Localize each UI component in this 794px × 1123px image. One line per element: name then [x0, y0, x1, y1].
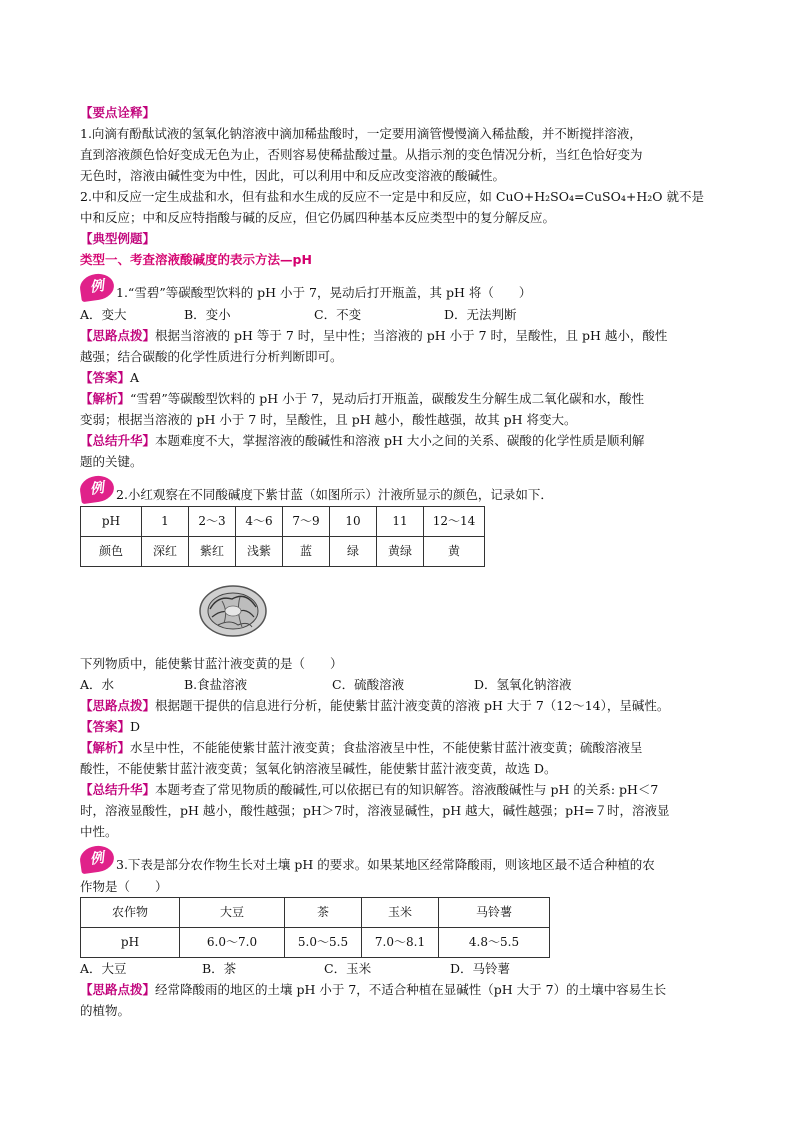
answer-tag: 【答案】 [80, 719, 131, 734]
example1-header [80, 274, 714, 304]
option-d: D．氢氧化钠溶液 [474, 677, 572, 692]
table-cell: 玉米 [362, 898, 439, 928]
table-cell: 黄 [424, 537, 485, 567]
example1-analysis-line2: 变弱；根据当溶液的 pH 小于 7 时，呈酸性，且 pH 越小，酸性越强，故其 pH 将变大。 [80, 412, 577, 427]
option-c: C．不变 [314, 307, 362, 322]
example3-header [80, 846, 714, 876]
table-cell: 7～9 [283, 507, 330, 537]
option-b: B．变小 [184, 307, 231, 322]
summary-text: 本题考查了常见物质的酸碱性,可以依据已有的知识解答。溶液酸碱性与 pH 的关系: pH＜7 [155, 782, 659, 797]
example1-summary-line1 [80, 430, 714, 451]
table-row [81, 537, 485, 567]
table-cell: 蓝 [283, 537, 330, 567]
example1-options [80, 304, 714, 325]
table-cell: pH [81, 507, 142, 537]
example1-question: 1.“雪碧”等碳酸型饮料的 pH 小于 7，晃动后打开瓶盖，其 pH 将（ ） [116, 285, 532, 300]
table-cell: 浅紫 [236, 537, 283, 567]
table-cell: 11 [377, 507, 424, 537]
table-cell: 4.8～5.5 [439, 928, 550, 958]
example2-header [80, 476, 714, 506]
table-cell: 紫红 [189, 537, 236, 567]
crop-ph-table [80, 897, 550, 958]
analysis-text: “雪碧”等碳酸型饮料的 pH 小于 7，晃动后打开瓶盖，碳酸发生分解生成二氧化碳和水，酸性 [130, 391, 645, 406]
table-cell: 绿 [330, 537, 377, 567]
table-cell: 10 [330, 507, 377, 537]
table-cell: 4～6 [236, 507, 283, 537]
answer-text: A [130, 370, 140, 385]
points-p1-line2: 直到溶液颜色恰好变成无色为止，否则容易使稀盐酸过量。从指示剂的变色情况分析，当红色恰好变为 [80, 147, 643, 162]
example2-summary-line3: 中性。 [80, 824, 118, 839]
example2-summary-line1 [80, 779, 714, 800]
option-a: A．水 [80, 677, 115, 692]
type1-heading: 类型一、考查溶液酸碱度的表示方法—pH [80, 252, 312, 267]
example1-hint-line1 [80, 325, 714, 346]
example2-question: 2.小红观察在不同酸碱度下紫甘蓝（如图所示）汁液所显示的颜色，记录如下． [116, 487, 553, 502]
option-d: D．马铃薯 [450, 961, 511, 976]
option-c: C．玉米 [324, 961, 372, 976]
example3-options [80, 958, 714, 979]
option-b: B．茶 [202, 961, 237, 976]
table-cell: 2～3 [189, 507, 236, 537]
example2-prompt: 下列物质中，能使紫甘蓝汁液变黄的是（ ） [80, 656, 343, 671]
example1-hint-line2: 越强；结合碳酸的化学性质进行分析判断即可。 [80, 349, 343, 364]
example-badge-icon: 例 [78, 474, 115, 504]
hint-text: 根据题干提供的信息进行分析，能使紫甘蓝汁液变黄的溶液 pH 大于 7（12～14），呈碱性。 [155, 698, 670, 713]
examples-tag: 【典型例题】 [80, 231, 156, 246]
example1-summary-line2: 题的关键。 [80, 454, 143, 469]
table-cell: 1 [142, 507, 189, 537]
table-cell: 颜色 [81, 537, 142, 567]
table-cell: 6.0～7.0 [180, 928, 285, 958]
example2-analysis-line1 [80, 737, 714, 758]
summary-tag: 【总结升华】 [80, 782, 156, 797]
points-p1-line3: 无色时，溶液由碱性变为中性，因此，可以利用中和反应改变溶液的酸碱性。 [80, 168, 506, 183]
ph-color-table [80, 506, 485, 567]
example1-analysis-line1 [80, 388, 714, 409]
hint-tag: 【思路点拨】 [80, 982, 156, 997]
option-c: C．硫酸溶液 [332, 677, 405, 692]
example2-hint-line1 [80, 695, 714, 716]
table-cell: 马铃薯 [439, 898, 550, 928]
example3-question-line2: 作物是（ ） [80, 879, 168, 894]
example2-summary-line2: 时，溶液显酸性，pH 越小，酸性越强；pH＞7时，溶液显碱性，pH 越大，碱性越强；pH=７时，溶液显 [80, 803, 670, 818]
hint-tag: 【思路点拨】 [80, 328, 156, 343]
table-cell: 12～14 [424, 507, 485, 537]
summary-tag: 【总结升华】 [80, 433, 156, 448]
option-b: B.食盐溶液 [184, 677, 248, 692]
option-d: D．无法判断 [444, 307, 517, 322]
example1-answer [80, 367, 714, 388]
example2-analysis-line2: 酸性，不能使紫甘蓝汁液变黄；氢氧化钠溶液呈碱性，能使紫甘蓝汁液变黄，故选 D。 [80, 761, 557, 776]
points-p2-line2: 中和反应；中和反应特指酸与碱的反应，但它仍属四种基本反应类型中的复分解反应。 [80, 210, 556, 225]
table-cell: 黄绿 [377, 537, 424, 567]
summary-text: 本题难度不大，掌握溶液的酸碱性和溶液 pH 大小之间的关系、碳酸的化学性质是顺利解 [155, 433, 645, 448]
example3-question-line1: 3.下表是部分农作物生长对土壤 pH 的要求。如果某地区经常降酸雨，则该地区最不适合种植的农 [116, 857, 655, 872]
points-tag: 【要点诠释】 [80, 105, 156, 120]
table-cell: 大豆 [180, 898, 285, 928]
option-a: A．大豆 [80, 961, 127, 976]
answer-tag: 【答案】 [80, 370, 131, 385]
table-cell: pH [81, 928, 180, 958]
table-cell: 深红 [142, 537, 189, 567]
points-p2-line1: 2.中和反应一定生成盐和水，但有盐和水生成的反应不一定是中和反应，如 CuO+H₂SO₄=CuSO₄+H₂O 就不是 [80, 189, 704, 204]
table-row [81, 928, 550, 958]
table-row [81, 898, 550, 928]
example-badge-icon: 例 [78, 272, 115, 302]
table-cell: 茶 [285, 898, 362, 928]
example3-hint-line1 [80, 979, 714, 1000]
hint-tag: 【思路点拨】 [80, 698, 156, 713]
option-a: A．变大 [80, 307, 127, 322]
hint-text: 根据当溶液的 pH 等于 7 时，呈中性；当溶液的 pH 小于 7 时，呈酸性，且 pH 越小，酸性 [155, 328, 668, 343]
example-badge-icon: 例 [78, 844, 115, 874]
table-cell: 7.0～8.1 [362, 928, 439, 958]
table-row [81, 507, 485, 537]
hint-text: 经常降酸雨的地区的土壤 pH 小于 7，不适合种植在显碱性（pH 大于 7）的土壤中容易生长 [155, 982, 667, 997]
table-cell: 农作物 [81, 898, 180, 928]
answer-text: D [130, 719, 141, 734]
example2-answer [80, 716, 714, 737]
document-page [80, 102, 714, 1021]
purple-cabbage-image [198, 581, 268, 639]
example2-options [80, 674, 714, 695]
points-p1-line1: 1.向滴有酚酞试液的氢氧化钠溶液中滴加稀盐酸时，一定要用滴管慢慢滴入稀盐酸，并不断搅拌溶液， [80, 126, 642, 141]
example3-hint-line2: 的植物。 [80, 1003, 131, 1018]
analysis-tag: 【解析】 [80, 740, 131, 755]
analysis-text: 水呈中性，不能能使紫甘蓝汁液变黄；食盐溶液呈中性，不能使紫甘蓝汁液变黄；硫酸溶液呈 [130, 740, 643, 755]
analysis-tag: 【解析】 [80, 391, 131, 406]
table-cell: 5.0～5.5 [285, 928, 362, 958]
